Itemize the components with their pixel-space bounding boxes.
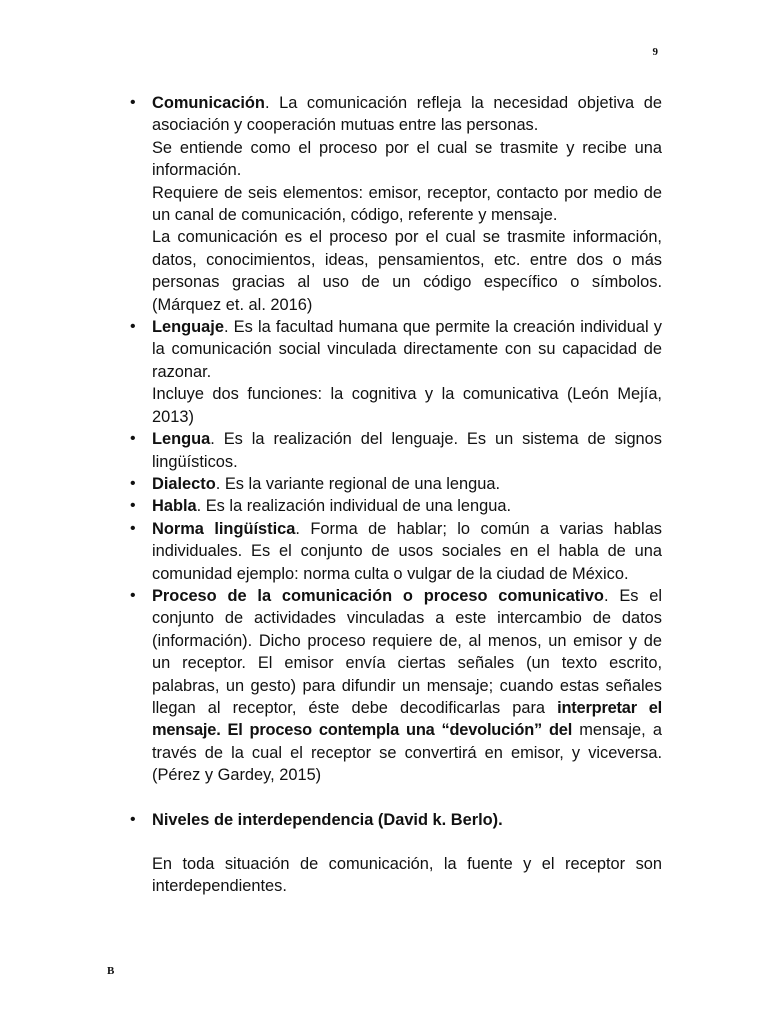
term-niveles-interdependencia: Niveles de interdependencia (David k. Berlo). — [152, 810, 503, 829]
item-text: . Es la realización individual de una lengua. — [196, 497, 511, 516]
item-paragraph — [152, 428, 662, 473]
item-paragraph — [152, 585, 662, 787]
item-paragraph — [152, 495, 662, 517]
list-item-proceso-comunicacion — [130, 585, 663, 787]
list-item-lengua — [130, 428, 662, 473]
item-text-after: mensaje, a través de la cual el receptor se convertirá en emisor, y viceversa. (Pérez y Gardey, 2015) — [152, 721, 662, 785]
list-item-habla — [130, 495, 662, 517]
page-number: 9 — [652, 46, 658, 58]
term-norma-linguistica: Norma lingüística — [152, 519, 296, 538]
list-item-niveles-interdependencia — [130, 809, 662, 831]
item-text: . La comunicación refleja la necesidad objetiva de asociación y cooperación mutuas entre las personas. — [152, 94, 662, 135]
bullet-icon: • — [130, 474, 136, 492]
item-paragraph — [152, 809, 662, 831]
bullet-icon: • — [130, 94, 136, 111]
closing-paragraph: En toda situación de comunicación, la fuente y el receptor son interdependientes. — [152, 855, 662, 896]
item-paragraph — [152, 473, 662, 495]
item-paragraph — [152, 518, 662, 585]
list-item-comunicacion — [130, 92, 662, 316]
item-subparagraph: La comunicación es el proceso por el cual se trasmite información, datos, conocimientos, ideas, pensamientos, etc. entre dos o más personas gracias al uso de un código específico o símbolos. (Márquez et. al. 2016) — [152, 228, 662, 314]
item-text: . Es la variante regional de una lengua. — [215, 474, 501, 493]
term-proceso-comunicacion: Proceso de la comunicación o proceso comunicativo — [152, 586, 604, 605]
bullet-icon: • — [130, 810, 136, 828]
term-lenguaje: Lenguaje — [152, 318, 224, 337]
term-comunicacion: Comunicación — [152, 94, 265, 112]
item-subparagraph: Se entiende como el proceso por el cual se trasmite y recibe una información. — [152, 138, 662, 180]
term-lengua: Lengua — [152, 430, 211, 449]
item-text: . Es la realización del lenguaje. Es un sistema de signos lingüísticos. — [152, 430, 662, 471]
item-subparagraph: Requiere de seis elementos: emisor, receptor, contacto por medio de un canal de comunicación, código, referente y mensaje. — [152, 183, 662, 225]
item-text: . Es la facultad humana que permite la creación individual y la comunicación social vinculada directamente con su capacidad de razonar. — [152, 318, 662, 381]
spacer — [152, 787, 662, 809]
term-habla: Habla — [152, 497, 197, 516]
item-text: . Es el conjunto de actividades vinculadas a este intercambio de datos (información). Dicho proceso requiere de, al menos, un emisor y de un receptor. El emisor envía ciertas señales (un texto escrito, palabras, un gesto) para difundir un mensaje; cuando estas señales llegan al receptor, éste debe decodificarlas para — [152, 586, 663, 717]
bullet-icon: • — [130, 586, 136, 604]
document-body — [130, 92, 663, 898]
item-paragraph — [152, 92, 662, 137]
item-paragraph — [152, 316, 662, 383]
bullet-icon: • — [130, 430, 136, 448]
list-item-norma-linguistica — [130, 518, 663, 585]
bullet-icon: • — [130, 519, 136, 537]
list-item-lenguaje — [130, 316, 662, 428]
spacer — [152, 831, 662, 853]
term-dialecto: Dialecto — [152, 474, 216, 493]
list-item-dialecto — [130, 473, 662, 495]
bullet-icon: • — [130, 497, 136, 515]
item-bold-text: interpretar el mensaje. El proceso contempla una “devolución” del — [152, 698, 663, 740]
bullet-icon: • — [130, 318, 136, 336]
footer-mark: B — [107, 965, 115, 977]
item-text: . Forma de hablar; lo común a varias hablas individuales. Es el conjunto de usos sociales en el habla de una comunidad ejemplo: norma culta o vulgar de la ciudad de México. — [152, 519, 663, 583]
item-subparagraph: Incluye dos funciones: la cognitiva y la comunicativa (León Mejía, 2013) — [152, 385, 662, 426]
